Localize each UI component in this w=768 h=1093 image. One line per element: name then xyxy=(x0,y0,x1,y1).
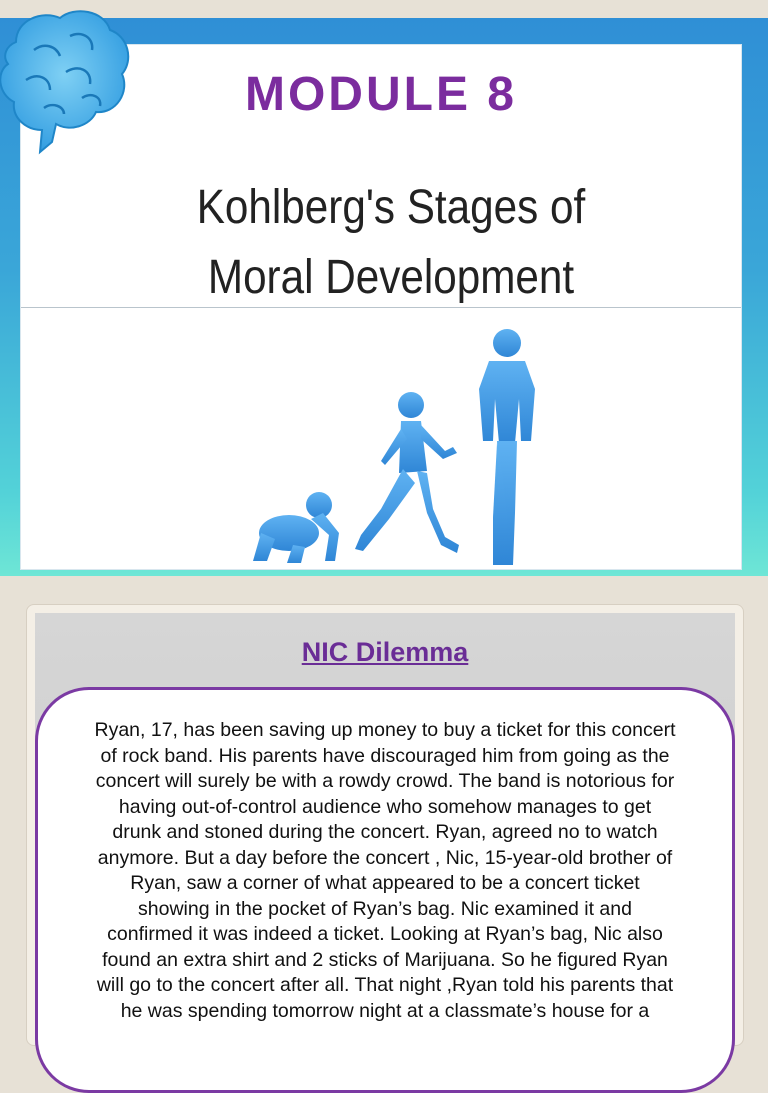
text-line: drunk and stoned during the concert. Ryan, agreed no to watch xyxy=(112,821,658,843)
text-line: he was spending tomorrow night at a classmate’s house for a xyxy=(120,999,650,1022)
baby-crawling-figure xyxy=(253,492,339,563)
text-line: Ryan, 17, has been saving up money to buy a ticket for this concert xyxy=(94,719,676,741)
dilemma-slide xyxy=(26,604,744,1046)
dilemma-text-box xyxy=(35,687,735,1093)
title-divider xyxy=(21,307,741,308)
child-running-figure xyxy=(355,392,459,553)
title-slide xyxy=(0,18,768,576)
text-line: showing in the pocket of Ryan’s bag. Nic examined it and xyxy=(138,897,632,920)
text-line: having out-of-control audience who somehow manages to get xyxy=(118,795,652,818)
text-line: confirmed it was indeed a ticket. Looking at Ryan’s bag, Nic also xyxy=(107,923,663,945)
dilemma-body-text xyxy=(62,718,708,1024)
text-line: found an extra shirt and 2 sticks of Marijuana. So he figured Ryan xyxy=(102,948,668,971)
dilemma-title: NIC Dilemma xyxy=(301,637,469,667)
slide-title-line-1: Kohlberg's Stages of xyxy=(196,181,586,234)
brain-icon xyxy=(0,2,136,162)
text-line: concert will surely be with a rowdy crowd. The band is notorious for xyxy=(95,770,675,792)
text-line: Ryan, saw a corner of what appeared to be a concert ticket xyxy=(130,872,640,894)
module-title: MODULE 8 xyxy=(244,68,517,121)
development-figures xyxy=(231,313,561,569)
slide-title xyxy=(118,173,664,313)
adult-standing-figure xyxy=(479,329,535,565)
text-line: of rock band. His parents have discouraged him from going as the xyxy=(100,744,670,767)
text-line: will go to the concert after all. That night ,Ryan told his parents that xyxy=(96,974,674,996)
slide-title-line-2: Moral Development xyxy=(207,251,575,304)
text-line: anymore. But a day before the concert , Nic, 15-year-old brother of xyxy=(97,846,673,869)
dilemma-slide-panel xyxy=(35,613,735,1045)
